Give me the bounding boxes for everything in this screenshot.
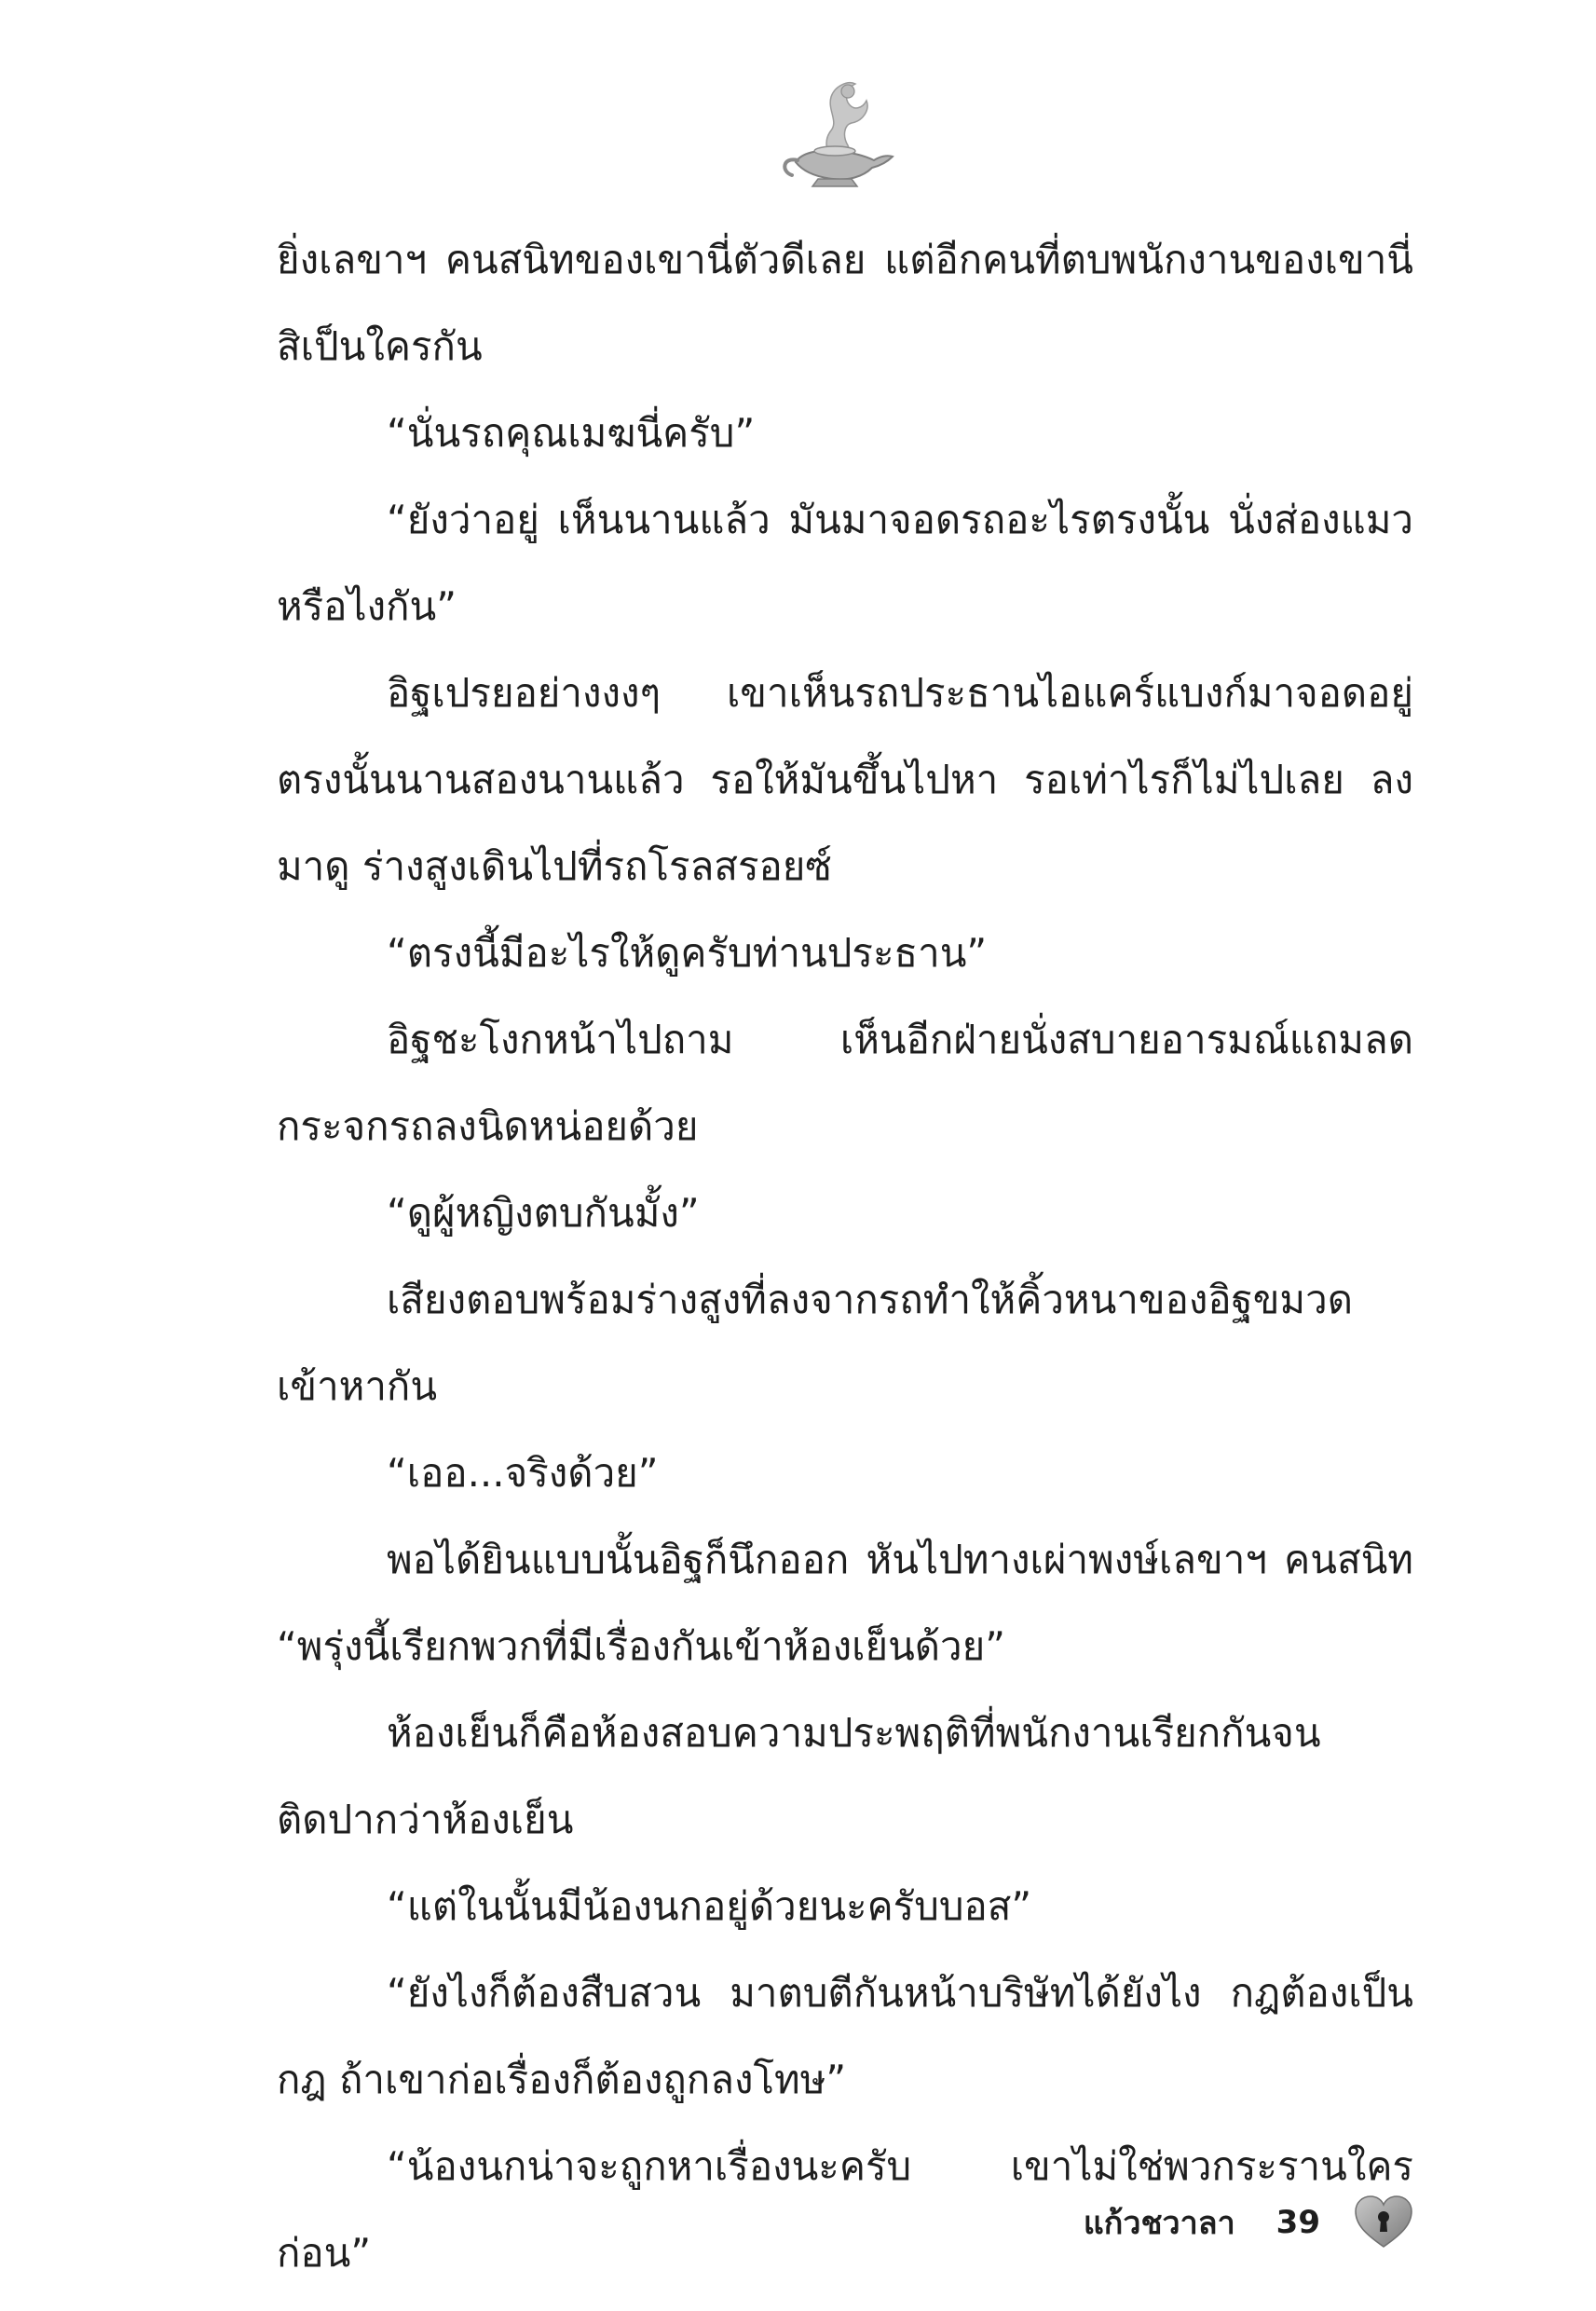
paragraph: อิฐชะโงกหน้าไปถาม เห็นอีกฝ่ายนั่งสบายอารมณ์แถมลดกระจกรถลงนิดหน่อยด้วย [277, 1017, 1413, 1149]
heart-keyhole-icon [1354, 2195, 1413, 2250]
paragraph: “ดูผู้หญิงตบกันมั้ง” [387, 1190, 700, 1236]
paragraph: พอได้ยินแบบนั้นอิฐก็นึกออก หันไปทางเผ่าพงษ์เลขาฯ คนสนิท “พรุ่งนี้เรียกพวกที่มีเรื่องกันเข้าห้องเย็นด้วย” [277, 1537, 1413, 1669]
paragraph: อิฐเปรยอย่างงงๆ เขาเห็นรถประธานไอแคร์แบงก์มาจอดอยู่ตรงนั้นนานสองนานแล้ว รอให้มันขึ้นไปหา รอเท่าไรก็ไม่ไปเลย ลงมาดู ร่างสูงเดินไปที่รถโรลสรอยซ์ [277, 670, 1413, 889]
paragraph: “ยังว่าอยู่ เห็นนานแล้ว มันมาจอดรถอะไรตรงนั้น นั่งส่องแมวหรือไงกัน” [277, 497, 1413, 629]
paragraph: “นั่นรถคุณเมฆนี่ครับ” [387, 410, 756, 456]
body-text [277, 216, 1413, 2296]
book-title: แก้วชวาลา [1083, 2205, 1235, 2242]
paragraph: “แต่ในนั้นมีน้องนกอยู่ด้วยนะครับบอส” [387, 1883, 1032, 1929]
paragraph: “ยังไงก็ต้องสืบสวน มาตบตีกันหน้าบริษัทได้ยังไง กฎต้องเป็นกฎ ถ้าเขาก่อเรื่องก็ต้องถูกลงโทษ” [277, 1970, 1413, 2102]
paragraph: เสียงตอบพร้อมร่างสูงที่ลงจากรถทำให้คิ้วหนาของอิฐขมวดเข้าหากัน [277, 1277, 1353, 1409]
paragraph: “ตรงนี้มีอะไรให้ดูครับท่านประธาน” [387, 930, 988, 976]
page-number: 39 [1275, 2204, 1320, 2241]
paragraph: “น้องนกน่าจะถูกหาเรื่องนะครับ เขาไม่ใช่พวกระรานใครก่อน” [277, 2143, 1413, 2276]
paragraph: ยิ่งเลขาฯ คนสนิทของเขานี่ตัวดีเลย แต่อีกคนที่ตบพนักงานของเขานี่สิเป็นใครกัน [277, 237, 1413, 369]
page-footer [1084, 2190, 1413, 2255]
paragraph: ห้องเย็นก็คือห้องสอบความประพฤติที่พนักงานเรียกกันจนติดปากว่าห้องเย็น [277, 1710, 1321, 1842]
paragraph: “เออ...จริงด้วย” [387, 1450, 659, 1496]
genie-lamp-icon [770, 65, 900, 196]
